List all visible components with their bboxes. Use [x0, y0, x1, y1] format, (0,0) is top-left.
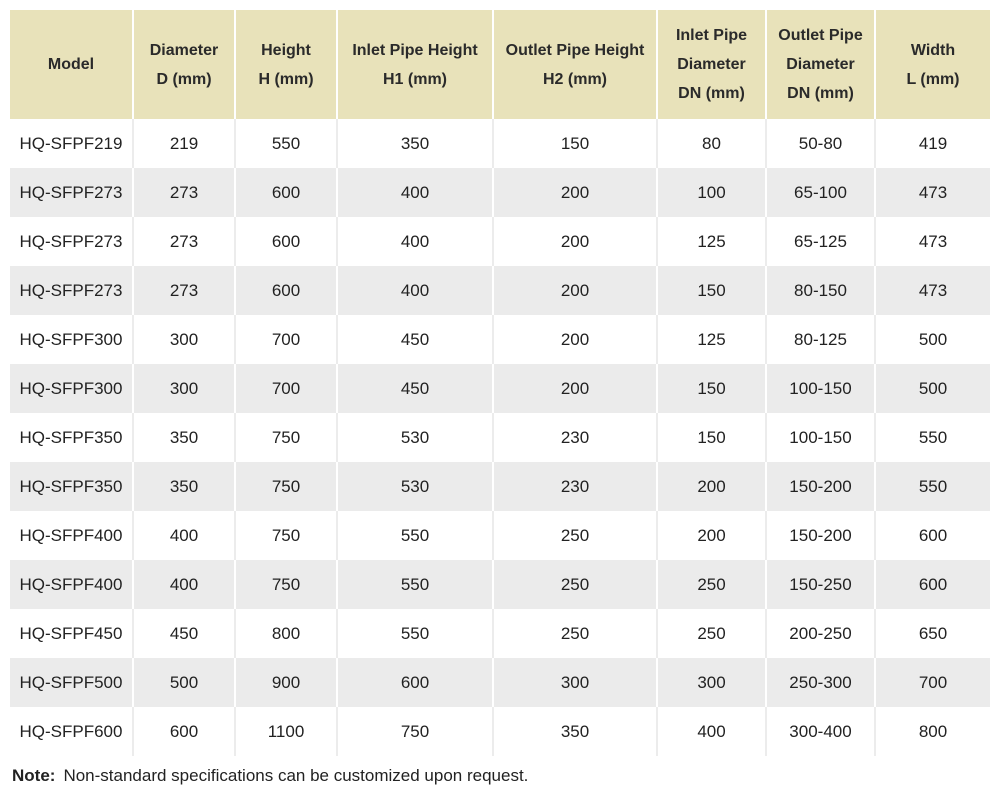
table-row: [10, 364, 990, 413]
table-row: [10, 168, 990, 217]
cell-outlet-pipe-height: 200: [493, 217, 657, 266]
header-line: Height: [261, 41, 311, 59]
header-outlet-pipe-height: [493, 10, 657, 119]
cell-width: 500: [875, 364, 990, 413]
header-outlet-pipe-diameter: [766, 10, 875, 119]
cell-outlet-pipe-height: 200: [493, 315, 657, 364]
cell-outlet-pipe-height: 250: [493, 560, 657, 609]
cell-width: 473: [875, 266, 990, 315]
cell-height: 900: [235, 658, 337, 707]
table-row: [10, 609, 990, 658]
table-row: [10, 266, 990, 315]
cell-inlet-pipe-diameter: 125: [657, 217, 766, 266]
specification-table: [10, 10, 990, 756]
cell-width: 473: [875, 217, 990, 266]
header-line: H (mm): [258, 70, 314, 88]
header-line: Inlet Pipe: [675, 27, 748, 44]
cell-outlet-pipe-diameter: 80-125: [766, 315, 875, 364]
cell-outlet-pipe-height: 300: [493, 658, 657, 707]
table-row: [10, 560, 990, 609]
cell-outlet-pipe-height: 200: [493, 364, 657, 413]
cell-model: HQ-SFPF273: [10, 168, 133, 217]
header-model: [10, 10, 133, 119]
cell-diameter: 500: [133, 658, 235, 707]
cell-height: 800: [235, 609, 337, 658]
cell-diameter: 450: [133, 609, 235, 658]
cell-inlet-pipe-diameter: 200: [657, 511, 766, 560]
cell-model: HQ-SFPF400: [10, 511, 133, 560]
cell-diameter: 400: [133, 511, 235, 560]
cell-model: HQ-SFPF273: [10, 266, 133, 315]
cell-diameter: 350: [133, 462, 235, 511]
cell-inlet-pipe-height: 600: [337, 658, 493, 707]
header-width: [875, 10, 990, 119]
cell-diameter: 350: [133, 413, 235, 462]
header-line: Outlet Pipe: [778, 27, 863, 44]
cell-inlet-pipe-diameter: 400: [657, 707, 766, 756]
cell-inlet-pipe-diameter: 80: [657, 119, 766, 168]
cell-model: HQ-SFPF400: [10, 560, 133, 609]
header-line: DN (mm): [678, 85, 745, 102]
cell-inlet-pipe-height: 450: [337, 364, 493, 413]
cell-height: 700: [235, 364, 337, 413]
cell-width: 419: [875, 119, 990, 168]
cell-width: 550: [875, 413, 990, 462]
cell-height: 750: [235, 462, 337, 511]
cell-width: 600: [875, 511, 990, 560]
cell-diameter: 300: [133, 364, 235, 413]
cell-inlet-pipe-height: 450: [337, 315, 493, 364]
cell-height: 750: [235, 511, 337, 560]
cell-outlet-pipe-diameter: 200-250: [766, 609, 875, 658]
cell-width: 800: [875, 707, 990, 756]
table-row: [10, 217, 990, 266]
cell-height: 600: [235, 217, 337, 266]
cell-inlet-pipe-height: 550: [337, 560, 493, 609]
cell-inlet-pipe-diameter: 250: [657, 609, 766, 658]
cell-model: HQ-SFPF600: [10, 707, 133, 756]
cell-outlet-pipe-diameter: 65-100: [766, 168, 875, 217]
header-line: D (mm): [156, 70, 212, 88]
cell-inlet-pipe-height: 530: [337, 413, 493, 462]
table-row: [10, 658, 990, 707]
header-row: [10, 10, 990, 119]
header-line: Width: [910, 41, 956, 59]
cell-model: HQ-SFPF350: [10, 413, 133, 462]
header-line: L (mm): [906, 70, 960, 88]
cell-outlet-pipe-diameter: 250-300: [766, 658, 875, 707]
header-line: Diameter: [786, 56, 855, 73]
cell-diameter: 600: [133, 707, 235, 756]
cell-outlet-pipe-diameter: 100-150: [766, 364, 875, 413]
cell-outlet-pipe-diameter: 150-250: [766, 560, 875, 609]
cell-height: 600: [235, 266, 337, 315]
table-row: [10, 511, 990, 560]
cell-outlet-pipe-height: 230: [493, 413, 657, 462]
cell-height: 750: [235, 413, 337, 462]
cell-outlet-pipe-height: 350: [493, 707, 657, 756]
cell-outlet-pipe-diameter: 80-150: [766, 266, 875, 315]
cell-inlet-pipe-diameter: 125: [657, 315, 766, 364]
table-row: [10, 315, 990, 364]
cell-diameter: 300: [133, 315, 235, 364]
header-inlet-pipe-height: [337, 10, 493, 119]
cell-inlet-pipe-diameter: 150: [657, 413, 766, 462]
cell-inlet-pipe-diameter: 100: [657, 168, 766, 217]
header-line: DN (mm): [787, 85, 854, 102]
header-diameter: [133, 10, 235, 119]
header-line: Model: [47, 56, 95, 73]
cell-inlet-pipe-height: 750: [337, 707, 493, 756]
cell-inlet-pipe-height: 350: [337, 119, 493, 168]
header-inlet-pipe-diameter: [657, 10, 766, 119]
cell-inlet-pipe-diameter: 300: [657, 658, 766, 707]
cell-outlet-pipe-height: 200: [493, 266, 657, 315]
note-text: Non-standard specifications can be customized upon request.: [63, 766, 529, 785]
header-line: Diameter: [149, 41, 219, 59]
cell-model: HQ-SFPF300: [10, 364, 133, 413]
cell-inlet-pipe-height: 550: [337, 609, 493, 658]
header-line: Outlet Pipe Height: [505, 41, 645, 59]
cell-inlet-pipe-height: 530: [337, 462, 493, 511]
header-line: H2 (mm): [542, 70, 607, 88]
cell-width: 700: [875, 658, 990, 707]
header-line: Inlet Pipe Height: [352, 41, 478, 59]
header-line: Diameter: [677, 56, 746, 73]
cell-inlet-pipe-diameter: 200: [657, 462, 766, 511]
table-row: [10, 119, 990, 168]
cell-height: 750: [235, 560, 337, 609]
header-line: H1 (mm): [382, 70, 447, 88]
cell-inlet-pipe-height: 400: [337, 168, 493, 217]
footnote: [12, 766, 528, 786]
cell-diameter: 273: [133, 217, 235, 266]
cell-inlet-pipe-height: 550: [337, 511, 493, 560]
cell-diameter: 400: [133, 560, 235, 609]
cell-inlet-pipe-height: 400: [337, 217, 493, 266]
cell-model: HQ-SFPF450: [10, 609, 133, 658]
cell-width: 600: [875, 560, 990, 609]
cell-model: HQ-SFPF300: [10, 315, 133, 364]
cell-outlet-pipe-diameter: 150-200: [766, 462, 875, 511]
cell-model: HQ-SFPF500: [10, 658, 133, 707]
cell-width: 550: [875, 462, 990, 511]
cell-diameter: 273: [133, 266, 235, 315]
cell-width: 500: [875, 315, 990, 364]
table-row: [10, 707, 990, 756]
cell-outlet-pipe-height: 200: [493, 168, 657, 217]
cell-model: HQ-SFPF219: [10, 119, 133, 168]
cell-inlet-pipe-diameter: 150: [657, 266, 766, 315]
cell-outlet-pipe-diameter: 300-400: [766, 707, 875, 756]
cell-outlet-pipe-diameter: 150-200: [766, 511, 875, 560]
note-label: Note:: [12, 766, 56, 785]
cell-outlet-pipe-height: 250: [493, 511, 657, 560]
cell-height: 700: [235, 315, 337, 364]
cell-width: 473: [875, 168, 990, 217]
cell-outlet-pipe-height: 230: [493, 462, 657, 511]
cell-inlet-pipe-height: 400: [337, 266, 493, 315]
cell-model: HQ-SFPF350: [10, 462, 133, 511]
cell-width: 650: [875, 609, 990, 658]
cell-outlet-pipe-diameter: 50-80: [766, 119, 875, 168]
cell-outlet-pipe-diameter: 100-150: [766, 413, 875, 462]
cell-outlet-pipe-height: 250: [493, 609, 657, 658]
table-body: [10, 119, 990, 756]
cell-diameter: 273: [133, 168, 235, 217]
cell-outlet-pipe-diameter: 65-125: [766, 217, 875, 266]
table-row: [10, 462, 990, 511]
header-height: [235, 10, 337, 119]
cell-height: 600: [235, 168, 337, 217]
table-header: [10, 10, 990, 119]
cell-outlet-pipe-height: 150: [493, 119, 657, 168]
table-row: [10, 413, 990, 462]
cell-height: 550: [235, 119, 337, 168]
cell-model: HQ-SFPF273: [10, 217, 133, 266]
cell-inlet-pipe-diameter: 250: [657, 560, 766, 609]
cell-diameter: 219: [133, 119, 235, 168]
cell-height: 1100: [235, 707, 337, 756]
cell-inlet-pipe-diameter: 150: [657, 364, 766, 413]
